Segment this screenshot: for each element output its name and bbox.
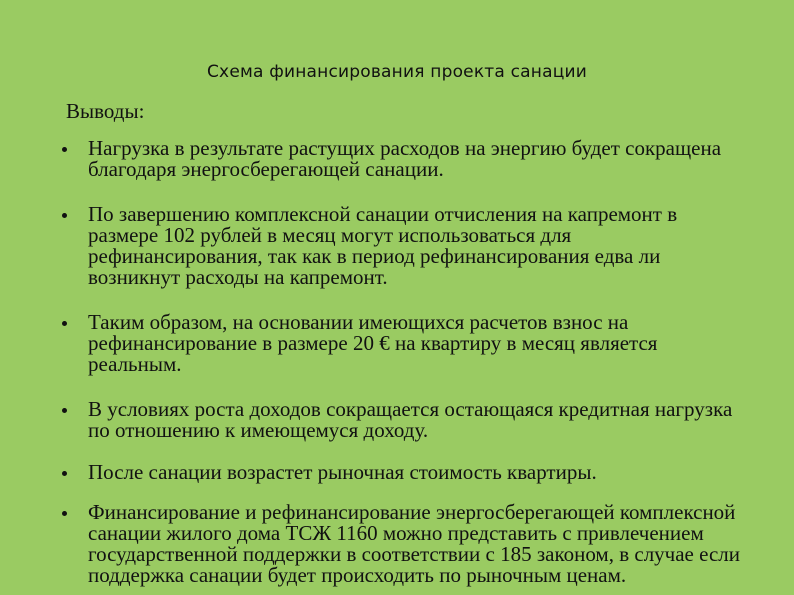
list-item [60, 502, 750, 586]
bullet-dot-icon [62, 321, 67, 326]
list-item-text: Нагрузка в результате растущих расходов на энергию будет сокращена благодаря энергосберегающей санации. [88, 136, 722, 181]
list-item-text: Финансирование и рефинансирование энергосберегающей комплексной санации жилого дома ТСЖ 1160 можно представить с привлечением государственной поддержки в соответствии с 185 законом, в случае если поддержка санации будет происходить по рыночным ценам. [88, 500, 741, 587]
list-item [60, 462, 750, 483]
bullet-dot-icon [62, 511, 67, 516]
conclusions-list [60, 138, 750, 586]
slide-title: Схема финансирования проекта санации [206, 62, 587, 82]
list-item [60, 399, 750, 441]
list-item-text: В условиях роста доходов сокращается остающаяся кредитная нагрузка по отношению к имеющемуся доходу. [88, 397, 733, 442]
conclusions-heading: Выводы: [66, 99, 145, 123]
bullet-dot-icon [62, 147, 67, 152]
list-item-text: После санации возрастет рыночная стоимость квартиры. [88, 460, 597, 484]
bullet-dot-icon [62, 471, 67, 476]
bullet-dot-icon [62, 213, 67, 218]
list-item-text: По завершению комплексной санации отчисления на капремонт в размере 102 рублей в месяц могут использоваться для рефинансирования, так как в период рефинансирования едва ли возникнут расходы на капремонт. [88, 202, 678, 289]
list-item [60, 312, 750, 375]
list-item [60, 138, 750, 180]
list-item [60, 204, 750, 288]
list-item-text: Таким образом, на основании имеющихся расчетов взнос на рефинансирование в размере 20 € на квартиру в месяц является реальным. [88, 310, 658, 376]
bullet-dot-icon [62, 408, 67, 413]
